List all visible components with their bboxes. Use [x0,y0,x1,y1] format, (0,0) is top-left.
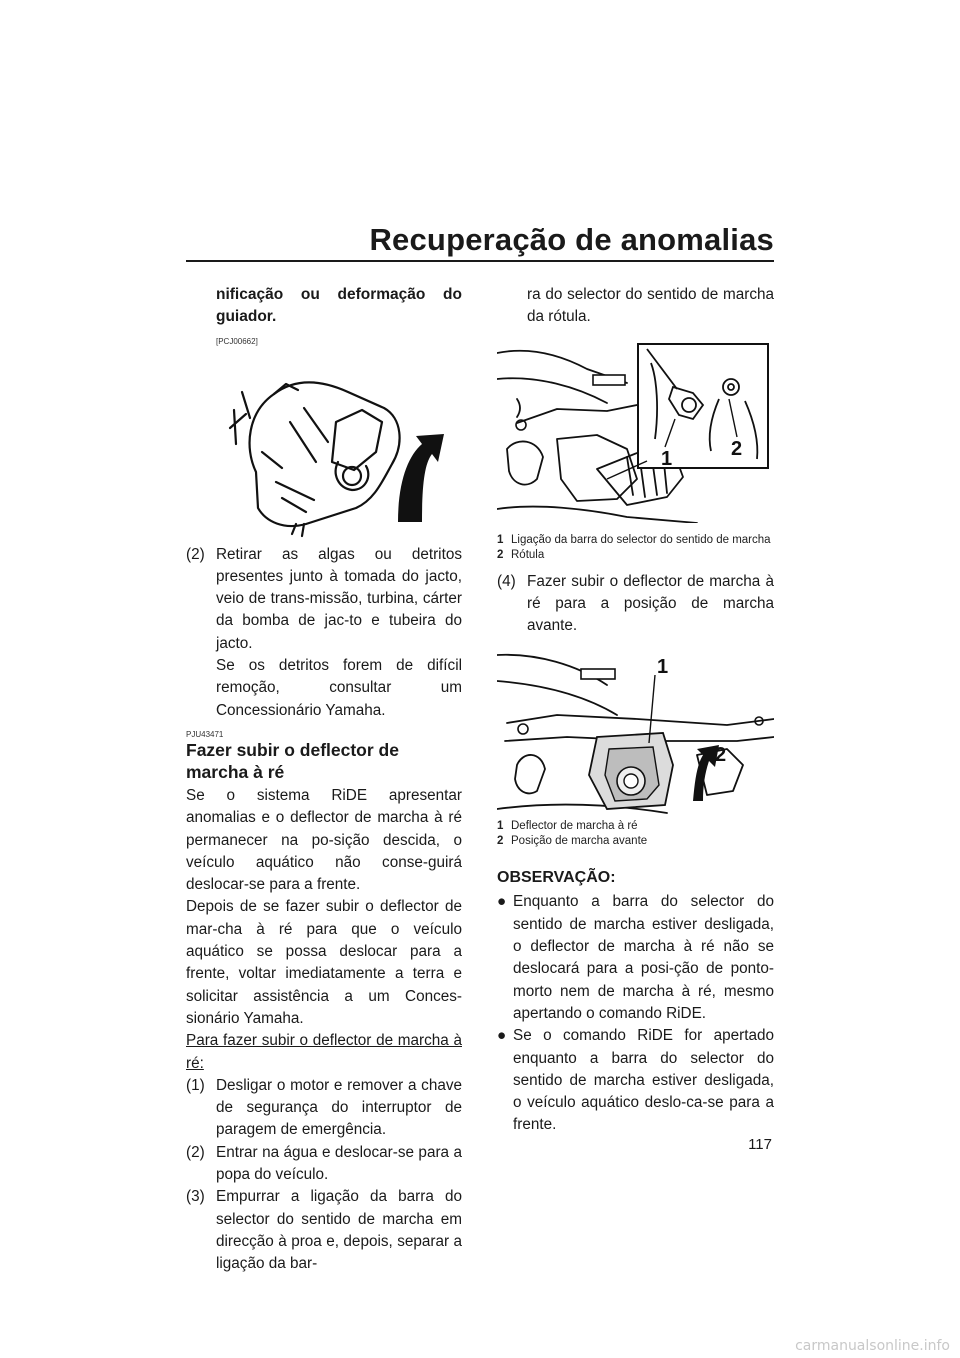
step-4: (4) Fazer subir o deflector de marcha à ré para a posição de marcha avante. [497,572,774,635]
step-3: (3) Empurrar a ligação da barra do selector do sentido de marcha em direcção à proa e, depois, separar a ligação da bar- [186,1188,462,1273]
paragraph-1: Se o sistema RiDE apresentar anomalias e o deflector de marcha à ré permanecer na po-sição descida, o veículo aquático não conse-guirá deslocar-se para a frente. [186,786,462,894]
lift-arrow-icon [398,434,444,522]
figure1-caption-1: 1 Ligação da barra do selector do sentido de marcha [497,533,771,546]
step-2-text-extra: Se os detritos forem de difícil remoção, consultar um Concessionário Yamaha. [216,657,462,719]
figure1-captions [497,533,774,563]
figure2-caption-1: 1 Deflector de marcha à ré [497,820,638,833]
step-3-continued: ra do selector do sentido de marcha da rótula. [527,286,774,326]
page-title: Recuperação de anomalias [369,222,774,257]
section-title: Fazer subir o deflector de marcha à ré [186,739,399,782]
continued-text: nificação ou deformação do guiador. [216,286,462,326]
deflector-figure [497,645,774,815]
handlebar-illustration [186,352,462,538]
step-2b: (2) Entrar na água e deslocar-se para a popa do veículo. [186,1143,462,1184]
figure1-caption-2: 2 Rótula [497,548,545,561]
page-number: 117 [748,1136,772,1153]
figure1-callout-1: 1 [661,447,673,470]
right-column [497,284,774,1137]
selector-rod-figure [497,339,774,523]
step-1: (1) Desligar o motor e remover a chave de segurança do interruptor de paragem de emergência. [186,1076,462,1139]
selector-rod-illustration [497,339,774,523]
figure2-callout-2: 2 [715,744,727,767]
caution-code: [PCJ00662] [216,336,258,346]
watermark: carmanualsonline.info [795,1338,950,1354]
note-title: OBSERVAÇÃO: [497,869,616,887]
note-bullet-2: ● Se o comando RiDE for apertado enquanto a barra do selector do sentido de marcha estiver desligada, o veículo aquático deslo-ca-se para a frente. [497,1025,774,1136]
bullet-icon: ● [497,893,507,911]
paragraph-2: Depois de se fazer subir o deflector de mar-cha à ré para que o veículo aquático se possa deslocar para a frente, voltar imediatamente a terra e solicitar assistência a um Conces-sionário Yamaha. [186,898,462,1027]
figure2-caption-2: 2 Posição de marcha avante [497,835,648,848]
note-bullet-1: ● Enquanto a barra do selector do sentido de marcha estiver desligada, o deflector de marcha à ré não se deslocará para a posi-ção de ponto-morto nem de marcha à ré, mesmo apertando o comando RiDE. [497,891,774,1025]
step-2: (2) Retirar as algas ou detritos presentes junto à tomada do jacto, veio de trans-missão, turbina, cárter da bomba de jac-to e tubeira do jacto. Se os detritos forem de difícil remoção, consultar um Concessionário Yamaha. [186,545,462,719]
handlebar-figure [186,352,462,538]
figure1-callout-2: 2 [731,437,743,460]
figure2-callout-1: 1 [657,656,669,679]
step-2-text: Retirar as algas ou detritos presentes junto à tomada do jacto, veio de trans-missão, turbina, cárter da bomba de jac-to e tubeira do jacto. [216,545,462,652]
figure2-captions [497,819,774,849]
section-code: PJU43471 [186,729,224,739]
bullet-icon: ● [497,1027,507,1045]
left-column [186,284,462,1276]
deflector-illustration [497,645,774,815]
header-rule [186,260,774,262]
procedure-heading: Para fazer subir o deflector de marcha à ré: [186,1032,462,1072]
